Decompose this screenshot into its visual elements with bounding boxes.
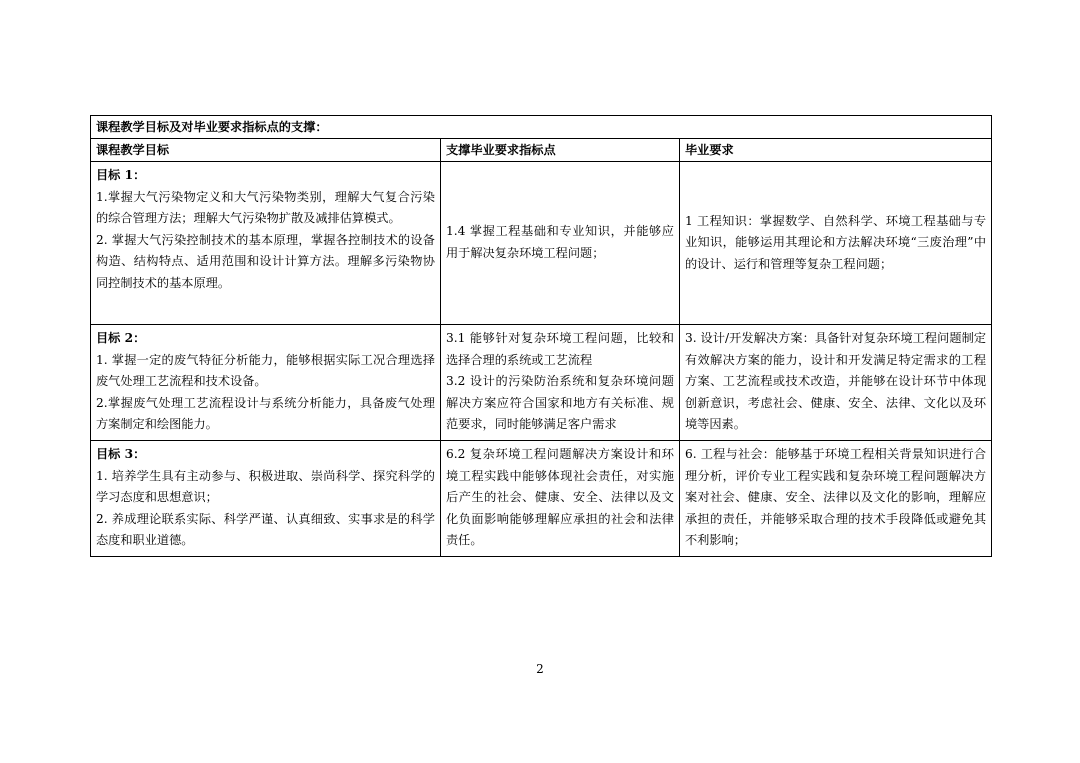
page-number: 2 xyxy=(536,662,544,676)
goal-cell xyxy=(91,441,441,557)
table-row xyxy=(91,441,992,557)
indicator-line: 6.2 复杂环境工程问题解决方案设计和环境工程实践中能够体现社会责任，对实施后产生的社会、健康、安全、法律以及文化负面影响能够理解应承担的社会和法律责任。 xyxy=(446,447,674,548)
table-row xyxy=(91,162,992,325)
goal-line: 1.掌握大气污染物定义和大气污染物类别，理解大气复合污染的综合管理方法；理解大气污染物扩散及减排估算模式。 xyxy=(96,189,435,226)
indicator-cell xyxy=(441,441,680,557)
table-row xyxy=(91,325,992,441)
goal-cell xyxy=(91,162,441,325)
table-header-row xyxy=(91,139,992,162)
requirement-cell xyxy=(680,162,992,325)
indicator-line: 3.1 能够针对复杂环境工程问题，比较和选择合理的系统或工艺流程 xyxy=(446,331,674,367)
header-course-goal: 课程教学目标 xyxy=(91,139,441,162)
goal-line: 2. 养成理论联系实际、科学严谨、认真细致、实事求是的科学态度和职业道德。 xyxy=(96,511,435,548)
goal-line: 2. 掌握大气污染控制技术的基本原理，掌握各控制技术的设备构造、结构特点、适用范围和设计计算方法。理解多污染物协同控制技术的基本原理。 xyxy=(96,232,435,290)
header-indicator: 支撑毕业要求指标点 xyxy=(441,139,680,162)
goal-line: 1. 掌握一定的废气特征分析能力，能够根据实际工况合理选择废气处理工艺流程和技术设备。 xyxy=(96,352,435,389)
course-objectives-table xyxy=(90,115,992,557)
header-requirement: 毕业要求 xyxy=(680,139,992,162)
goal-line: 2.掌握废气处理工艺流程设计与系统分析能力，具备废气处理方案制定和绘图能力。 xyxy=(96,395,435,432)
goal-title: 目标 1： xyxy=(96,168,146,182)
goal-cell xyxy=(91,325,441,441)
requirement-text: 1 工程知识：掌握数学、自然科学、环境工程基础与专业知识，能够运用其理论和方法解决环境“三废治理”中的设计、运行和管理等复杂工程问题； xyxy=(685,213,987,271)
goal-title: 目标 3： xyxy=(96,447,146,461)
table-caption: 课程教学目标及对毕业要求指标点的支撑： xyxy=(91,116,992,139)
indicator-cell xyxy=(441,325,680,441)
requirement-text: 3. 设计/开发解决方案：具备针对复杂环境工程问题制定有效解决方案的能力，设计和开发满足特定需求的工程方案、工艺流程或技术改造，并能够在设计环节中体现创新意识，考虑社会、健康、安全、法律、文化以及环境等因素。 xyxy=(685,331,987,432)
indicator-cell xyxy=(441,162,680,325)
goal-line: 1. 培养学生具有主动参与、积极进取、崇尚科学、探究科学的学习态度和思想意识； xyxy=(96,468,435,505)
requirement-cell xyxy=(680,325,992,441)
indicator-line: 3.2 设计的污染防治系统和复杂环境问题解决方案应符合国家和地方有关标准、规范要求，同时能够满足客户需求 xyxy=(446,374,674,432)
goal-title: 目标 2： xyxy=(96,331,146,345)
indicator-line: 1.4 掌握工程基础和专业知识，并能够应用于解决复杂环境工程问题； xyxy=(446,224,674,260)
requirement-text: 6. 工程与社会：能够基于环境工程相关背景知识进行合理分析，评价专业工程实践和复杂环境工程问题解决方案对社会、健康、安全、法律以及文化的影响，理解应承担的责任，并能够采取合理的技术手段降低或避免其不利影响； xyxy=(685,447,987,548)
requirement-cell xyxy=(680,441,992,557)
table-caption-row xyxy=(91,116,992,139)
